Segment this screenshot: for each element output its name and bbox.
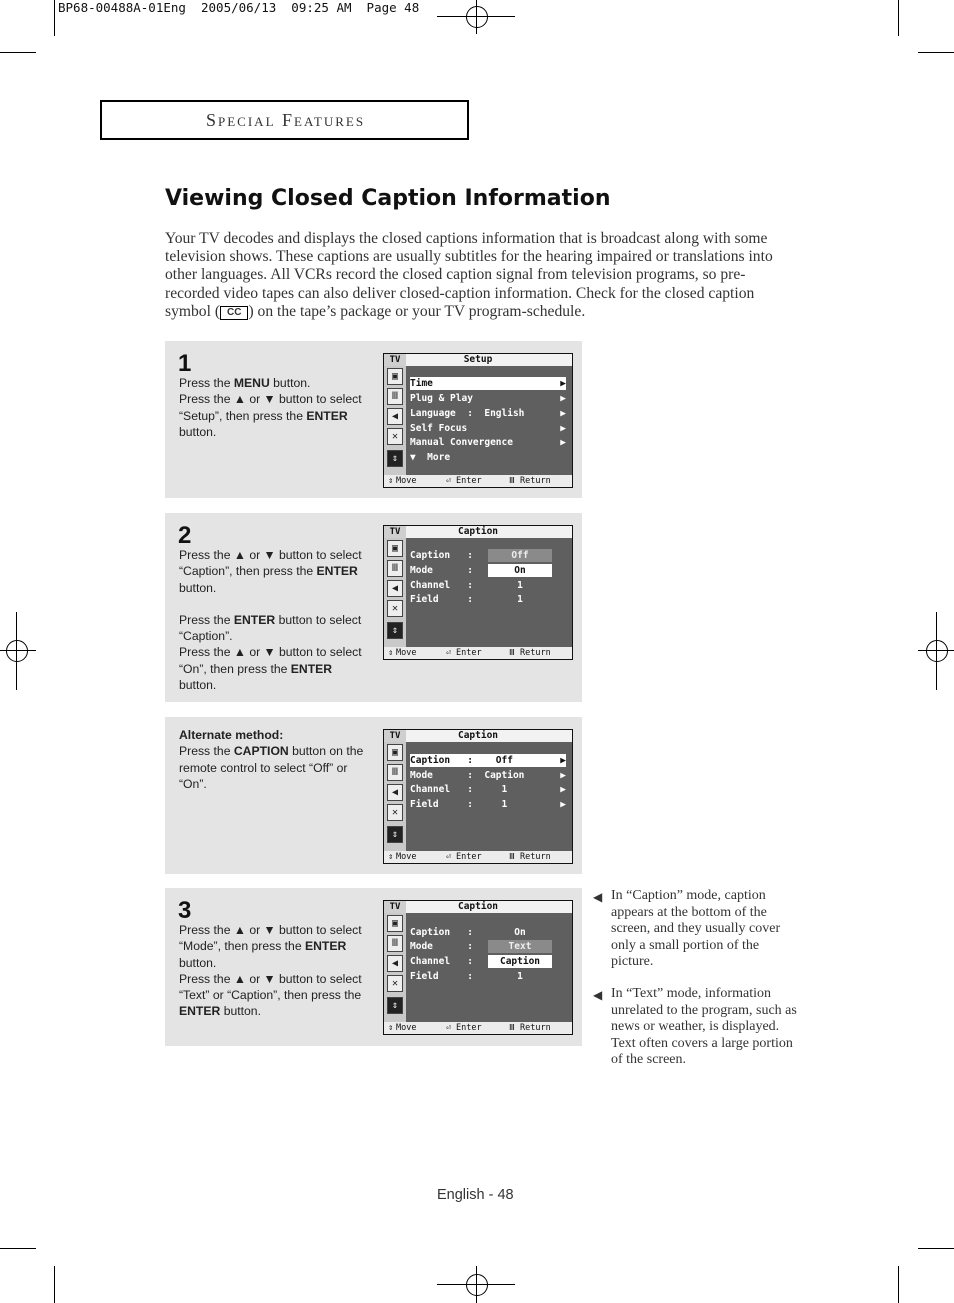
enter-icon: ⏎: [446, 648, 452, 658]
osd-menu-item: ▼ More: [410, 452, 451, 463]
option-value: On: [514, 927, 526, 938]
step-line: Press the ▲ or ▼ button to select “Caption”, then press the ENTER button.: [179, 548, 362, 595]
move-icon: ⇕: [388, 476, 394, 486]
right-arrow-icon: ▶: [560, 770, 566, 781]
option-value: 1: [517, 580, 523, 591]
registration-mark: [466, 1274, 488, 1296]
registration-mark: [466, 6, 488, 28]
osd-menu-item: Mode :: [410, 941, 473, 952]
right-arrow-icon: ▶: [560, 799, 566, 810]
step-number: 2: [178, 522, 192, 549]
step-number: 3: [178, 897, 192, 924]
osd-footer: ⇕ Move ⏎ Enter Ⅲ Return: [384, 647, 572, 659]
step-number: 1: [178, 350, 192, 377]
right-arrow-icon: ▶: [560, 755, 566, 766]
channel-icon: ◀: [387, 784, 403, 801]
osd-tv-label: TV: [384, 730, 406, 742]
right-arrow-icon: ▶: [560, 437, 566, 448]
picture-icon: ▣: [387, 540, 403, 557]
osd-menu-item: Plug & Play ▶: [410, 393, 566, 404]
move-icon: ⇕: [388, 852, 394, 862]
option-off: Off: [488, 549, 552, 562]
option-text: Text: [488, 940, 552, 953]
osd-footer: ⇕ Move ⏎ Enter Ⅲ Return: [384, 1022, 572, 1034]
section-heading-box: [100, 100, 469, 140]
osd-menu-item: Field : 1 ▶: [410, 799, 566, 810]
osd-menu-item: Caption :: [410, 927, 473, 938]
registration-mark: [6, 640, 28, 662]
left-triangle-icon: ◀: [593, 988, 603, 1002]
alternate-method: [179, 727, 369, 792]
osd-menu-item: Caption : Off ▶: [410, 755, 566, 766]
osd-title: Caption: [384, 901, 572, 913]
setup-icon: ⇕: [387, 622, 403, 639]
channel-icon: ◀: [387, 580, 403, 597]
osd-caption-menu: [383, 525, 573, 660]
sound-icon: Ⅲ: [387, 764, 403, 781]
crop-mark: [0, 1248, 36, 1249]
osd-menu-item: Mode : Caption ▶: [410, 770, 566, 781]
step-line: Press the MENU button.: [179, 376, 311, 390]
intro-paragraph: [165, 230, 790, 321]
picture-icon: ▣: [387, 915, 403, 932]
osd-caption-mode-menu: [383, 900, 573, 1035]
osd-menu-item: Channel :: [410, 956, 473, 967]
step-instructions: [179, 375, 369, 440]
crop-mark: [54, 1266, 55, 1303]
crop-mark: [918, 52, 954, 53]
registration-mark: [926, 640, 948, 662]
osd-tv-label: TV: [384, 901, 406, 913]
alternate-heading: Alternate method:: [179, 728, 284, 742]
function-icon: ✕: [387, 428, 403, 445]
step-line: Press the ▲ or ▼ button to select “Setup”, then press the ENTER button.: [179, 392, 362, 439]
option-value: 1: [517, 594, 523, 605]
step-line: Press the ENTER button to select “Caption”.: [179, 612, 362, 644]
step-instructions: [179, 547, 369, 693]
intro-text-2: ) on the tape’s package or your TV program-schedule.: [248, 302, 586, 320]
enter-icon: ⏎: [446, 1023, 452, 1033]
move-icon: ⇕: [388, 1023, 394, 1033]
option-value: 1: [517, 971, 523, 982]
osd-title: Setup: [384, 354, 572, 366]
osd-menu-item: Self Focus ▶: [410, 423, 566, 434]
return-icon: Ⅲ: [509, 648, 515, 658]
section-heading: Special Features: [206, 110, 366, 130]
sound-icon: Ⅲ: [387, 388, 403, 405]
osd-footer: ⇕ Move ⏎ Enter Ⅲ Return: [384, 851, 572, 863]
picture-icon: ▣: [387, 368, 403, 385]
osd-menu-item: Channel : 1 ▶: [410, 784, 566, 795]
osd-setup-menu: [383, 353, 573, 488]
note-text-mode: In “Text” mode, information unrelated to the program, such as news or weather, is displayed. Text often covers a large portion of the screen.: [611, 986, 797, 1068]
right-arrow-icon: ▶: [560, 393, 566, 404]
setup-icon: ⇕: [387, 450, 403, 467]
step-line: Press the ▲ or ▼ button to select “On”, then press the ENTER button.: [179, 645, 362, 693]
osd-tv-label: TV: [384, 526, 406, 538]
option-on: On: [488, 564, 552, 577]
return-icon: Ⅲ: [509, 476, 515, 486]
crop-mark: [0, 52, 36, 53]
channel-icon: ◀: [387, 955, 403, 972]
setup-icon: ⇕: [387, 997, 403, 1014]
left-triangle-icon: ◀: [593, 890, 603, 904]
step-line: Press the ▲ or ▼ button to select “Text” or “Caption”, then press the ENTER button.: [179, 971, 362, 1019]
channel-icon: ◀: [387, 408, 403, 425]
page-title: Viewing Closed Caption Information: [165, 186, 611, 211]
cc-symbol: CC: [220, 306, 248, 320]
osd-menu-item: Field :: [410, 594, 473, 605]
step-line: Press the ▲ or ▼ button to select “Mode”, then press the ENTER button.: [179, 923, 362, 970]
osd-menu-item: Caption :: [410, 550, 473, 561]
step-instructions: [179, 922, 371, 1020]
osd-footer: ⇕ Move ⏎ Enter Ⅲ Return: [384, 475, 572, 487]
crop-mark: [898, 1266, 899, 1303]
osd-menu-item: Time ▶: [410, 378, 566, 389]
sound-icon: Ⅲ: [387, 560, 403, 577]
osd-menu-item: Manual Convergence ▶: [410, 437, 566, 448]
right-arrow-icon: ▶: [560, 423, 566, 434]
osd-title: Caption: [384, 730, 572, 742]
crop-mark: [918, 1248, 954, 1249]
function-icon: ✕: [387, 804, 403, 821]
right-arrow-icon: ▶: [560, 378, 566, 389]
osd-menu-item: Channel :: [410, 580, 473, 591]
osd-title: Caption: [384, 526, 572, 538]
right-arrow-icon: ▶: [560, 408, 566, 419]
note-caption-mode: In “Caption” mode, caption appears at the bottom of the screen, and they usually cover only a small portion of the picture.: [611, 888, 781, 970]
osd-menu-item: Language : English ▶: [410, 408, 566, 419]
option-caption: Caption: [488, 955, 552, 968]
picture-icon: ▣: [387, 744, 403, 761]
osd-tv-label: TV: [384, 354, 406, 366]
right-arrow-icon: ▶: [560, 784, 566, 795]
print-header-meta: BP68-00488A-01Eng 2005/06/13 09:25 AM Page 48: [58, 0, 420, 15]
osd-menu-item: Mode :: [410, 565, 473, 576]
crop-mark: [898, 0, 899, 36]
step-line: Press the CAPTION button on the remote control to select “Off” or “On”.: [179, 744, 364, 791]
setup-icon: ⇕: [387, 826, 403, 843]
return-icon: Ⅲ: [509, 852, 515, 862]
sound-icon: Ⅲ: [387, 935, 403, 952]
crop-mark: [54, 0, 55, 36]
osd-menu-item: Field :: [410, 971, 473, 982]
return-icon: Ⅲ: [509, 1023, 515, 1033]
function-icon: ✕: [387, 975, 403, 992]
enter-icon: ⏎: [446, 476, 452, 486]
page-footer: English - 48: [437, 1187, 514, 1203]
enter-icon: ⏎: [446, 852, 452, 862]
function-icon: ✕: [387, 600, 403, 617]
move-icon: ⇕: [388, 648, 394, 658]
osd-caption-overview: [383, 729, 573, 864]
intro-text-1: Your TV decodes and displays the closed captions information that is broadcast along with some television shows. These captions are usually subtitles for the hearing impaired or translations into other languages. All VCRs record the closed caption signal from television programs, so pre-recorded video tapes can also deliver closed-caption information. Check for the closed caption symbol (: [165, 230, 773, 320]
